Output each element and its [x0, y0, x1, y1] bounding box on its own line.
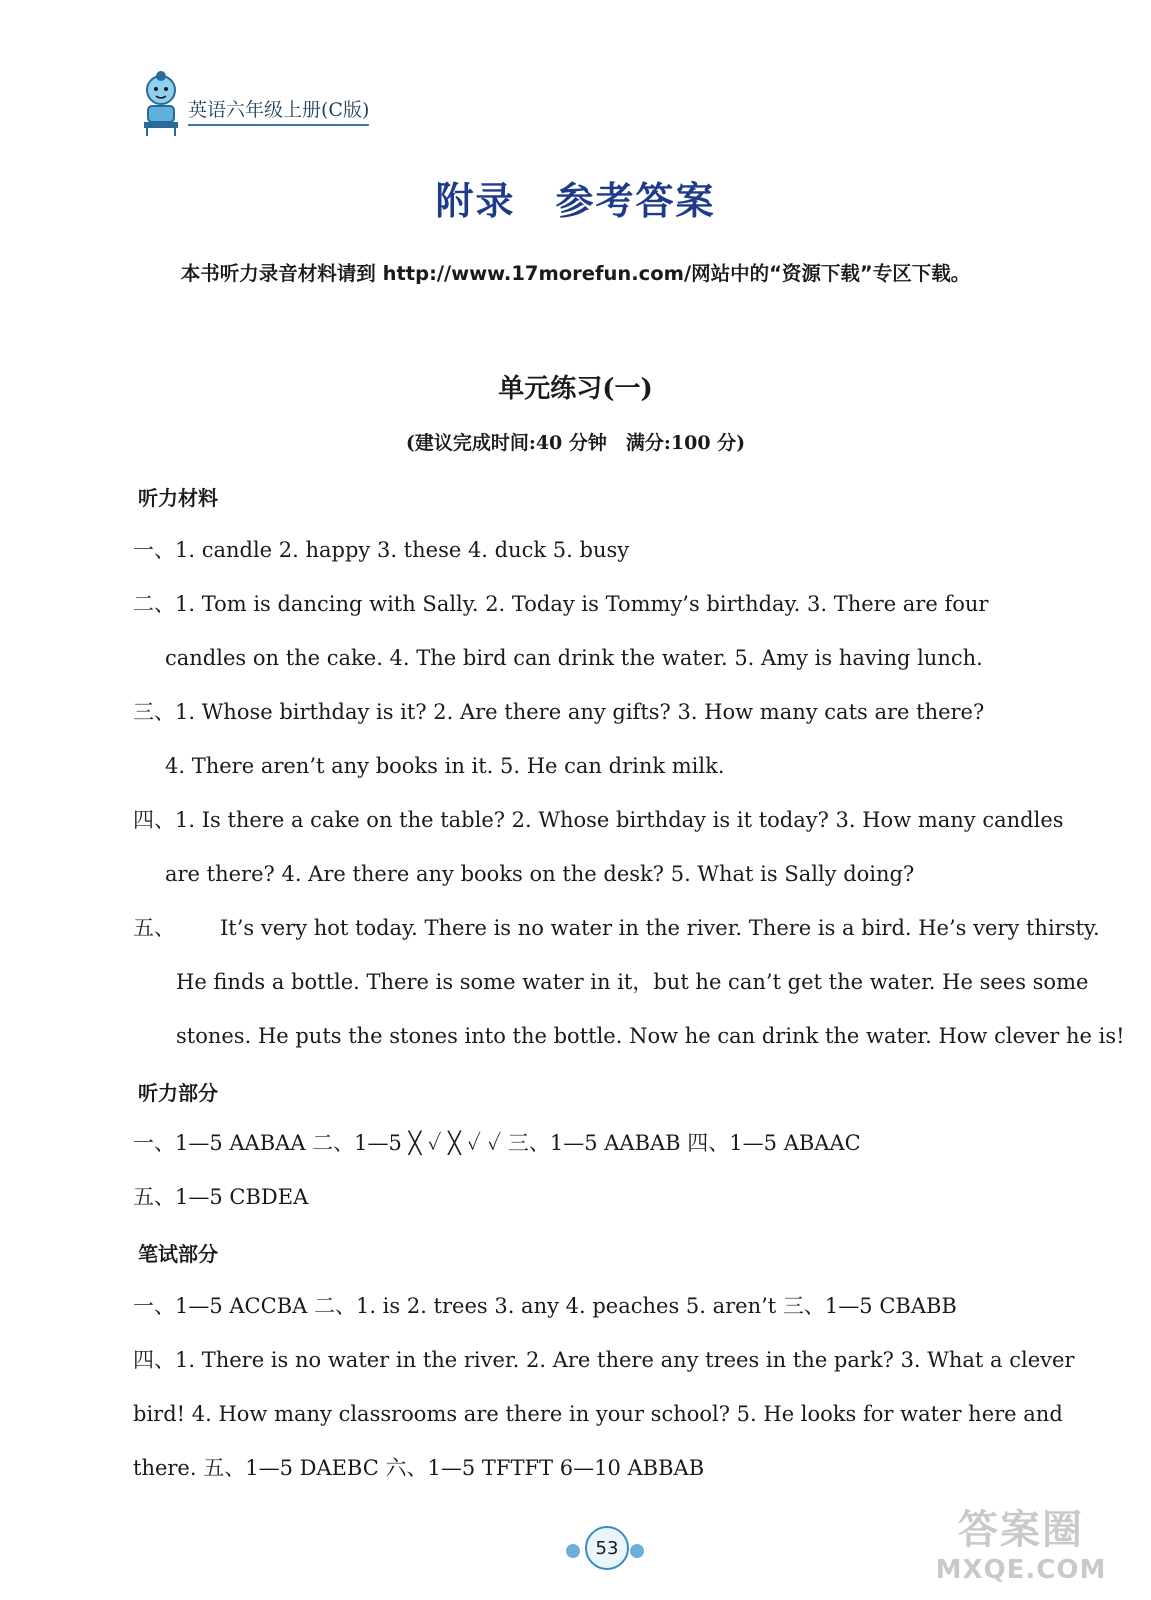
page-number-badge: [560, 1526, 650, 1568]
answer-line: 4. There aren’t any books in it. 5. He can drink milk.: [165, 754, 725, 778]
answer-line: 三、1. Whose birthday is it? 2. Are there any gifts? 3. How many cats are there?: [133, 700, 985, 724]
decor-dot-icon: [566, 1544, 580, 1558]
answer-line: 四、1. There is no water in the river. 2. Are there any trees in the park? 3. What a clever: [133, 1348, 1075, 1372]
answer-line: 二、1. Tom is dancing with Sally. 2. Today is Tommy’s birthday. 3. There are four: [133, 592, 989, 616]
unit-title: 单元练习(一): [498, 374, 653, 404]
watermark-top: 答案圈: [958, 1507, 1084, 1553]
decor-dot-icon: [630, 1544, 644, 1558]
time-note: (建议完成时间:40 分钟 满分:100 分): [405, 432, 746, 454]
answer-line: are there? 4. Are there any books on the desk? 5. What is Sally doing?: [165, 862, 915, 886]
answer-line: 一、1—5 AABAA 二、1—5 ╳ ✓ ╳ ✓ ✓ 三、1—5 AABAB 四、1—5 ABAAC: [133, 1131, 861, 1155]
answer-line: 五、1—5 CBDEA: [133, 1185, 309, 1209]
answer-line: stones. He puts the stones into the bottle. Now he can drink the water. How clever he is!: [176, 1024, 1125, 1048]
answer-line-label: 五、: [133, 916, 175, 940]
answer-line: there. 五、1—5 DAEBC 六、1—5 TFTFT 6—10 ABBAB: [133, 1456, 705, 1480]
book-title: 英语六年级上册(C版): [188, 95, 369, 126]
answer-line: 一、1—5 ACCBA 二、1. is 2. trees 3. any 4. peaches 5. aren’t 三、1—5 CBABB: [133, 1294, 957, 1318]
appendix-title: 附录 参考答案: [435, 179, 716, 223]
answer-line: It’s very hot today. There is no water in the river. There is a bird. He’s very thirsty.: [220, 916, 1100, 940]
section-written-part: 笔试部分: [138, 1242, 218, 1266]
page-number: 53: [585, 1526, 629, 1570]
watermark-bottom: MXQE.COM: [935, 1555, 1107, 1585]
answer-line: 四、1. Is there a cake on the table? 2. Whose birthday is it today? 3. How many candles: [133, 808, 1064, 832]
answer-line: He finds a bottle. There is some water in it，but he can’t get the water. He sees some: [176, 970, 1089, 994]
watermark: [931, 1498, 1111, 1593]
answer-line: candles on the cake. 4. The bird can drink the water. 5. Amy is having lunch.: [165, 646, 983, 670]
book-header: [138, 70, 369, 136]
section-listening-part: 听力部分: [138, 1081, 218, 1105]
answer-line: 一、1. candle 2. happy 3. these 4. duck 5. busy: [133, 538, 630, 562]
girl-mascot-icon: [138, 70, 184, 136]
answer-line: bird! 4. How many classrooms are there in your school? 5. He looks for water here and: [133, 1402, 1063, 1426]
download-notice: 本书听力录音材料请到 http://www.17morefun.com/网站中的“资源下载”专区下载。: [180, 262, 971, 285]
section-listening-material: 听力材料: [138, 486, 218, 510]
